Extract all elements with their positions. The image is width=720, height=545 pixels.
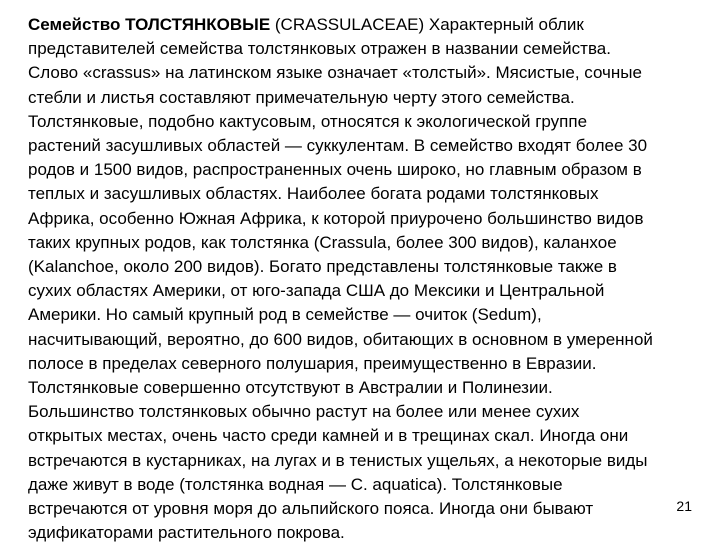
text-line: таких крупных родов, как толстянка (Crassula, более 300 видов), каланхое bbox=[28, 232, 617, 252]
text-line: открытых местах, очень часто среди камней и в трещинах скал. Иногда они bbox=[28, 426, 629, 446]
text-line: Африка, особенно Южная Африка, к которой приурочено большинство видов bbox=[28, 208, 644, 228]
body-text bbox=[28, 13, 696, 545]
text-line: теплых и засушливых областях. Наиболее богата родами толстянковых bbox=[28, 184, 599, 204]
text-line: эдификаторами растительного покрова. bbox=[28, 523, 345, 543]
title-rest: (CRASSULACEAE) Характерный облик bbox=[270, 15, 584, 34]
text-line: даже живут в воде (толстянка водная — C. aquatica). Толстянковые bbox=[28, 474, 563, 494]
text-line: сухих областях Америки, от юго-запада США до Мексики и Центральной bbox=[28, 281, 605, 301]
text-line-1 bbox=[28, 13, 696, 37]
text-line: Большинство толстянковых обычно растут на более или менее сухих bbox=[28, 402, 580, 422]
text-line: встречаются в кустарниках, на лугах и в тенистых ущельях, а некоторые виды bbox=[28, 450, 648, 470]
page-number: 21 bbox=[676, 498, 692, 514]
text-line: родов и 1500 видов, распространенных очень широко, но главным образом в bbox=[28, 160, 642, 180]
text-line: насчитывающий, вероятно, до 600 видов, обитающих в основном в умеренной bbox=[28, 329, 653, 349]
text-line: полосе в пределах северного полушария, преимущественно в Евразии. bbox=[28, 353, 597, 373]
text-line: Толстянковые, подобно кактусовым, относятся к экологической группе bbox=[28, 111, 588, 131]
text-line: Толстянковые совершенно отсутствуют в Австралии и Полинезии. bbox=[28, 378, 553, 398]
text-line: (Kalanchoe, около 200 видов). Богато представлены толстянковые также в bbox=[28, 257, 617, 277]
text-line: Америки. Но самый крупный род в семействе — очиток (Sedum), bbox=[28, 305, 542, 325]
text-line: растений засушливых областей — суккулентам. В семейство входят более 30 bbox=[28, 136, 648, 156]
text-line: представителей семейства толстянковых отражен в названии семейства. bbox=[28, 39, 611, 59]
text-line: встречаются от уровня моря до альпийского пояса. Иногда они бывают bbox=[28, 499, 594, 519]
text-line: стебли и листья составляют примечательную черту этого семейства. bbox=[28, 87, 575, 107]
text-line: Слово «crassus» на латинском языке означает «толстый». Мясистые, сочные bbox=[28, 63, 642, 83]
family-name: Семейство ТОЛСТЯНКОВЫЕ bbox=[28, 15, 271, 34]
